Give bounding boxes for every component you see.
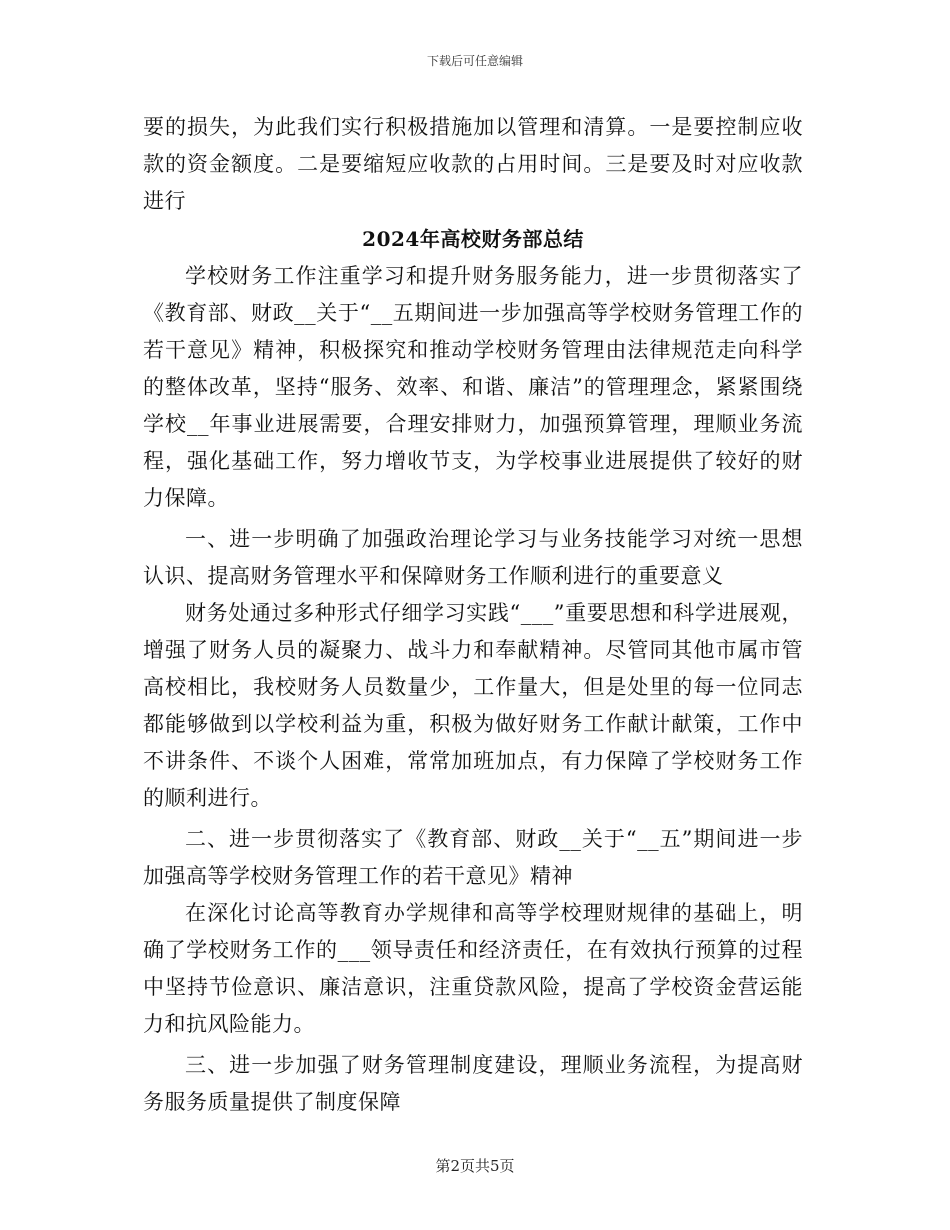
intro-paragraph: 要的损失，为此我们实行积极措施加以管理和清算。一是要控制应收款的资金额度。二是要缩短应收款的占用时间。三是要及时对应收款进行 (143, 115, 803, 213)
page-footer: 第2页共5页 (435, 1157, 515, 1175)
section-heading-3: 三、进一步加强了财务管理制度建设，理顺业务流程，为提高财务服务质量提供了制度保障 (143, 1053, 803, 1114)
document-title: 2024年高校财务部总结 (362, 227, 584, 251)
section-heading-1: 一、进一步明确了加强政治理论学习与业务技能学习对统一思想认识、提高财务管理水平和保障财务工作顺利进行的重要意义 (143, 527, 803, 588)
section-heading-2: 二、进一步贯彻落实了《教育部、财政__关于“__五”期间进一步加强高等学校财务管理工作的若干意见》精神 (143, 827, 803, 888)
document-body (143, 109, 803, 1121)
page-header: 下载后可任意编辑 (426, 54, 523, 68)
paragraph-section-2: 在深化讨论高等教育办学规律和高等学校理财规律的基础上，明确了学校财务工作的___领导责任和经济责任，在有效执行预算的过程中坚持节俭意识、廉洁意识，注重贷款风险，提高了学校资金营运能力和抗风险能力。 (143, 901, 803, 1036)
paragraph-summary: 学校财务工作注重学习和提升财务服务能力，进一步贯彻落实了《教育部、财政__关于“__五期间进一步加强高等学校财务管理工作的若干意见》精神，积极探究和推动学校财务管理由法律规范走向科学的整体改革，坚持“服务、效率、和谐、廉洁”的管理理念，紧紧围绕学校__年事业进展需要，合理安排财力，加强预算管理，理顺业务流程，强化基础工作，努力增收节支，为学校事业进展提供了较好的财力保障。 (143, 264, 803, 510)
paragraph-section-1: 财务处通过多种形式仔细学习实践“___”重要思想和科学进展观，增强了财务人员的凝聚力、战斗力和奉献精神。尽管同其他市属市管高校相比，我校财务人员数量少，工作量大，但是处里的每一位同志都能够做到以学校利益为重，积极为做好财务工作献计献策，工作中不讲条件、不谈个人困难，常常加班加点，有力保障了学校财务工作的顺利进行。 (143, 601, 803, 810)
